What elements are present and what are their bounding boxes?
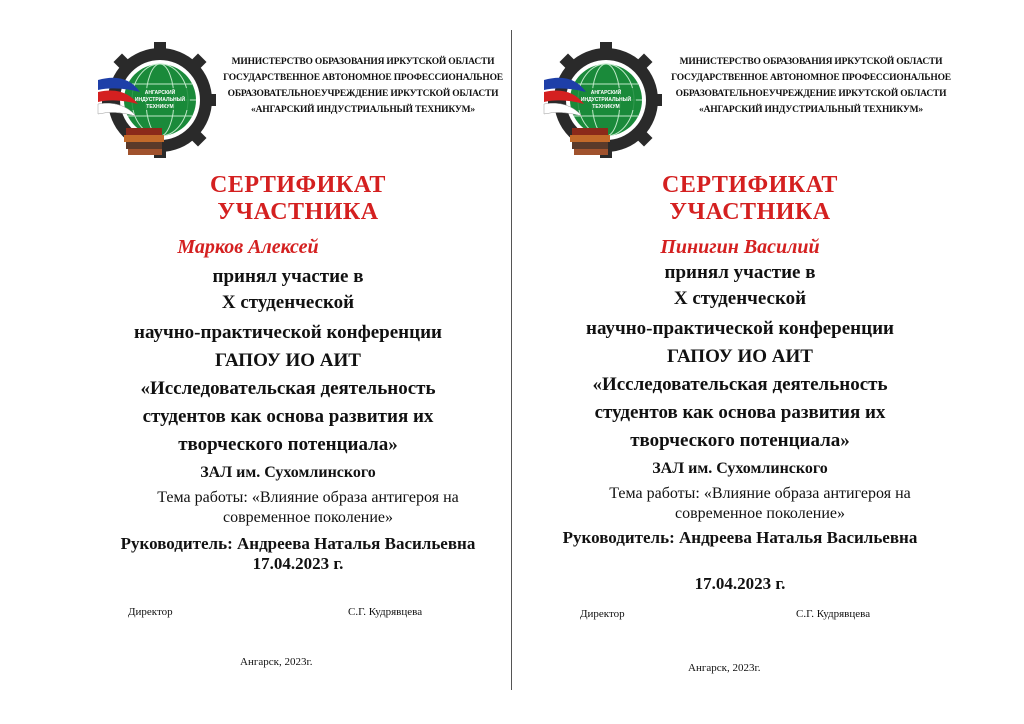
title-line-1: СЕРТИФИКАТ (210, 172, 386, 198)
title-line-1: СЕРТИФИКАТ (662, 172, 838, 198)
city-year: Ангарск, 2023г. (688, 662, 761, 674)
org-line: «АНГАРСКИЙ ИНДУСТРИАЛЬНЫЙ ТЕХНИКУМ» (251, 105, 475, 115)
participant-name: Марков Алексей (177, 236, 319, 258)
conference-line-3: ГАПОУ ИО АИТ (667, 346, 813, 367)
date-text: 17.04.2023 г. (694, 574, 786, 593)
organization-header (666, 54, 956, 118)
topic-line-2: современное поколение» (222, 509, 394, 526)
conference-line-2: научно-практической конференции (134, 322, 442, 343)
technikum-logo (96, 42, 216, 162)
hall-text: ЗАЛ им. Сухомлинского (200, 464, 376, 481)
org-line: ОБРАЗОВАТЕЛЬНОЕУЧРЕЖДЕНИЕ ИРКУТСКОЙ ОБЛАСТИ (675, 89, 947, 99)
city-year: Ангарск, 2023г. (240, 656, 313, 668)
theme-line-2: студентов как основа развития их (142, 406, 434, 427)
svg-text:АНГАРСКИЙ: АНГАРСКИЙ (590, 90, 622, 96)
director-name: С.Г. Кудрявцева (348, 606, 423, 618)
svg-text:ТЕХНИКУМ: ТЕХНИКУМ (146, 104, 174, 110)
org-line: «АНГАРСКИЙ ИНДУСТРИАЛЬНЫЙ ТЕХНИКУМ» (699, 105, 923, 115)
certificate-right (520, 0, 1010, 724)
supervisor-text: Руководитель: Андреева Наталья Васильевна (120, 534, 476, 553)
hall-text: ЗАЛ им. Сухомлинского (652, 460, 828, 477)
org-line: ГОСУДАРСТВЕННОЕ АВТОНОМНОЕ ПРОФЕССИОНАЛЬНОЕ (223, 73, 503, 83)
director-label: Директор (128, 606, 173, 618)
topic-line-1: Тема работы: «Влияние образа антигероя на (609, 485, 911, 502)
conference-line-3: ГАПОУ ИО АИТ (215, 350, 361, 371)
conference-line-2: научно-практической конференции (586, 318, 894, 339)
director-name: С.Г. Кудрявцева (796, 608, 871, 620)
svg-text:ИНДУСТРИАЛЬНЫЙ: ИНДУСТРИАЛЬНЫЙ (580, 97, 632, 103)
took-part-text: принял участие в (212, 266, 364, 287)
svg-text:ТЕХНИКУМ: ТЕХНИКУМ (592, 104, 620, 110)
topic-line-1: Тема работы: «Влияние образа антигероя на (157, 489, 459, 506)
organization-header (218, 54, 508, 118)
org-line: МИНИСТЕРСТВО ОБРАЗОВАНИЯ ИРКУТСКОЙ ОБЛАСТИ (231, 57, 495, 67)
title-line-2: УЧАСТНИКА (669, 199, 831, 225)
title-line-2: УЧАСТНИКА (217, 199, 379, 225)
svg-text:АНГАРСКИЙ: АНГАРСКИЙ (144, 90, 176, 96)
supervisor-text: Руководитель: Андреева Наталья Васильевна (562, 528, 918, 547)
certificate-title (530, 172, 970, 226)
svg-text:ИНДУСТРИАЛЬНЫЙ: ИНДУСТРИАЛЬНЫЙ (134, 97, 186, 103)
certificate-left (18, 0, 508, 724)
participant-name: Пинигин Василий (660, 236, 820, 258)
technikum-logo (542, 42, 662, 162)
theme-line-3: творческого потенциала» (178, 434, 398, 455)
conference-line-1: X студенческой (673, 288, 807, 309)
org-line: ГОСУДАРСТВЕННОЕ АВТОНОМНОЕ ПРОФЕССИОНАЛЬНОЕ (671, 73, 951, 83)
theme-line-1: «Исследовательская деятельность (592, 374, 888, 395)
certificate-title (78, 172, 518, 226)
took-part-text: принял участие в (664, 262, 816, 283)
theme-line-2: студентов как основа развития их (594, 402, 886, 423)
org-line: МИНИСТЕРСТВО ОБРАЗОВАНИЯ ИРКУТСКОЙ ОБЛАСТИ (679, 57, 943, 67)
conference-line-1: X студенческой (221, 292, 355, 313)
theme-line-1: «Исследовательская деятельность (140, 378, 436, 399)
org-line: ОБРАЗОВАТЕЛЬНОЕУЧРЕЖДЕНИЕ ИРКУТСКОЙ ОБЛАСТИ (227, 89, 499, 99)
director-label: Директор (580, 608, 625, 620)
topic-text (78, 488, 538, 528)
topic-text (530, 484, 990, 524)
date-text: 17.04.2023 г. (252, 554, 344, 573)
theme-line-3: творческого потенциала» (630, 430, 850, 451)
topic-line-2: современное поколение» (674, 505, 846, 522)
